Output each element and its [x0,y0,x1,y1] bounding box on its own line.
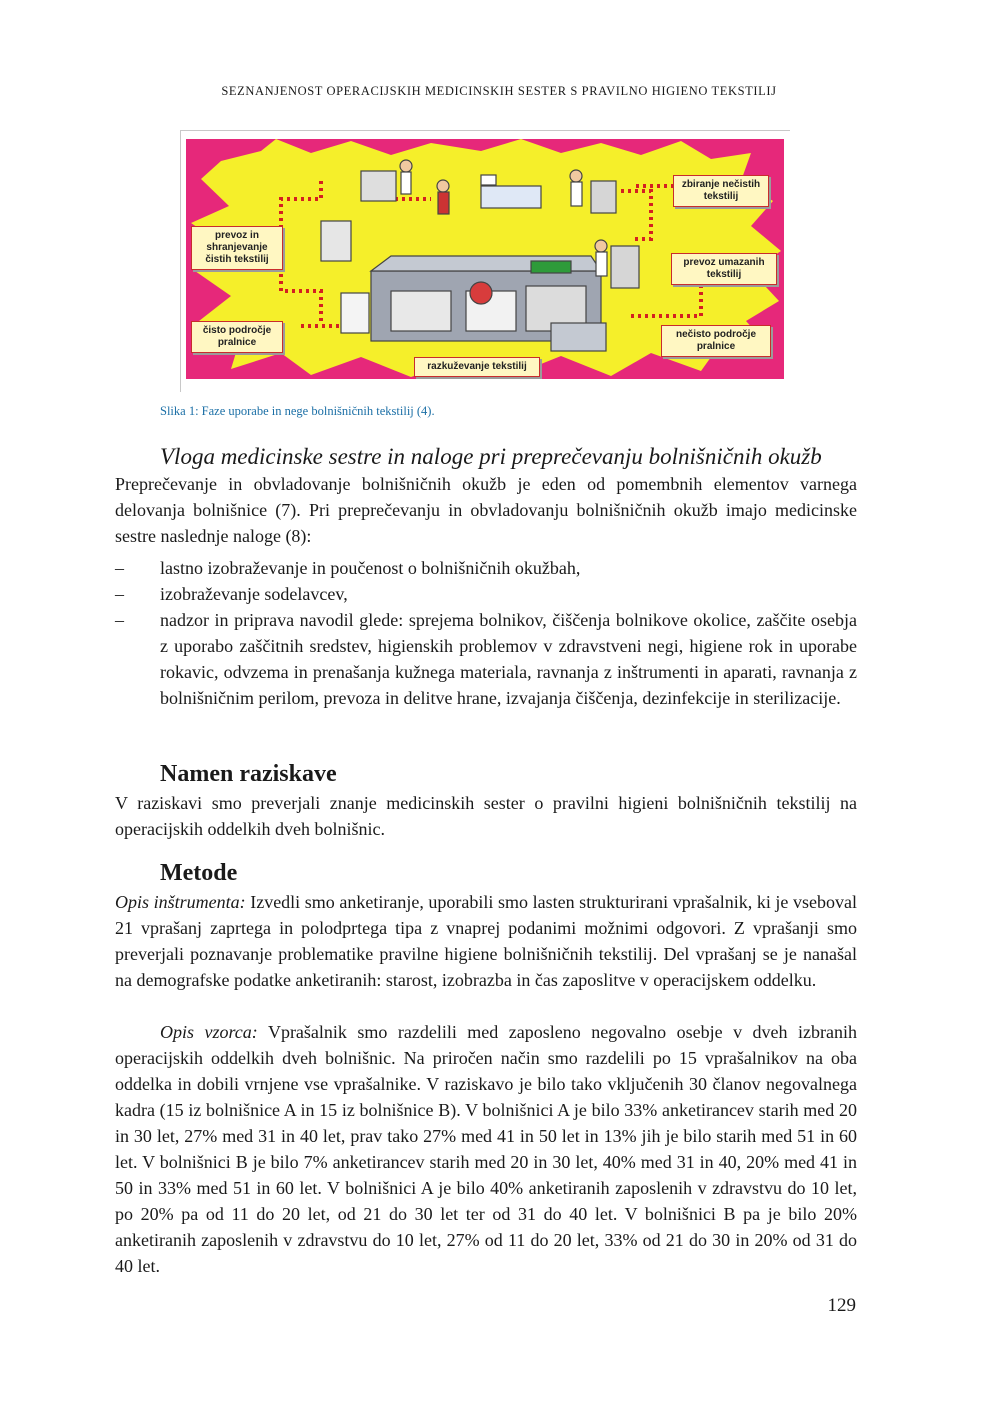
page-number: 129 [827,1295,856,1316]
sample-body: Vprašalnik smo razdelili med zaposleno negovalno osebje v dveh izbranih operacijskih oddelkih dveh bolnišnic. Na priročen način smo razdelili po 15 vprašalnikov na oba oddelka in dobili vrnjene vse vprašalnike. V raziskavo je bilo tako vključenih 30 članov negovalnega kadra (15 iz bolnišnice A in 15 iz bolnišnice B). V bolnišnici A je bilo 33% anketirancev starih med 20 in 30 let, 27% med 31 in 40 let, prav tako 27% med 41 in 50 let in 13% jih je bilo starih med 51 in 60 let. V bolnišnici B je bilo 7% anketirancev starih med 20 in 30 let, 40% med 31 in 40, 20% med 41 in 50 in 33% med 51 in 60 let. V bolnišnici A je bilo 40% anketiranih zaposlenih v zdravstvu do 10 let, po 20% pa od 11 do 20 let, od 21 do 30 let ter od 31 do 40 let. V bolnišnici B pa je bilo 20% anketiranih zaposlenih v zdravstvu do 10 let, 27% od 11 do 20 let, 33% od 21 do 30 in 20% od 31 do 40 let. [115,1022,857,1276]
label-dirty-area: nečisto področje pralnice [661,325,771,357]
list-item-text: izobraževanje sodelavcev, [160,584,348,604]
running-header: SEZNANJENOST OPERACIJSKIH MEDICINSKIH SESTER S PRAVILNO HIGIENO TEKSTILIJ [221,84,777,98]
list-item-text: nadzor in priprava navodil glede: sprejema bolnikov, čiščenja bolnikove okolice, zaščite osebja z uporabo zaščitnih sredstev, higienskih problemov v zdravstveni negi, higiene rok in uporabe rokavic, odvzema in prenašanja kužnega materiala, ravnanja z inštrumenti in aparati, ravnanja z bolnišničnim perilom, prevoza in delitve hrane, izvajanja čiščenja, dezinfekcije in sterilizacije. [160,610,857,708]
bullet-dash: – [115,558,124,578]
list-item [115,581,857,607]
laundry-cycle-figure [180,130,790,392]
task-list [115,555,857,711]
figure-caption: Slika 1: Faze uporabe in nege bolnišničnih tekstilij (4). [160,404,435,418]
instrument-body: Izvedli smo anketiranje, uporabili smo lasten strukturirani vprašalnik, ki je vseboval 21 vprašanj zaprtega in polodprtega tipa z vnaprej podanimi možnimi odgovori. Z vprašanji smo preverjali poznavanje problematike pravilne higiene bolnišničnih tekstilij. Del vprašanj se je nanašal na demografske podatke anketiranih: starost, izobrazba in čas zaposlitve v operacijskem oddelku. [115,892,858,990]
bullet-dash: – [115,610,124,630]
section-heading-nurse-role: Vloga medicinske sestre in naloge pri preprečevanju bolnišničnih okužb [160,444,822,469]
laundry-building [341,256,606,351]
list-item [115,555,857,581]
label-transport-clean: prevoz in shranjevanje čistih tekstilij [191,226,283,270]
label-disinfection: razkuževanje tekstilij [414,357,540,377]
sample-lead: Opis vzorca: [160,1022,258,1042]
paragraph-purpose: V raziskavi smo preverjali znanje medicinskih sester o pravilni higieni bolnišničnih tekstilij na operacijskih oddelkih dveh bolnišnic. [115,793,857,839]
section-heading-methods: Metode [160,860,238,886]
paragraph-intro: Preprečevanje in obvladovanje bolnišničnih okužb je eden od pomembnih elementov varnega delovanja bolnišnice (7). Pri preprečevanju in obvladovanju bolnišničnih okužb imajo medicinske sestre naslednje naloge (8): [115,474,857,546]
bullet-dash: – [115,584,124,604]
paragraph-sample [115,1019,857,1279]
instrument-lead: Opis inštrumenta: [115,892,246,912]
label-transport-dirty: prevoz umazanih tekstilij [671,253,777,285]
list-item-text: lastno izobraževanje in poučenost o bolnišničnih okužbah, [160,558,581,578]
label-collect-dirty: zbiranje nečistih tekstilij [673,175,769,207]
paragraph-instrument [115,889,857,993]
section-heading-purpose: Namen raziskave [160,761,337,787]
list-item [115,607,857,711]
label-clean-area: čisto področje pralnice [191,321,283,353]
